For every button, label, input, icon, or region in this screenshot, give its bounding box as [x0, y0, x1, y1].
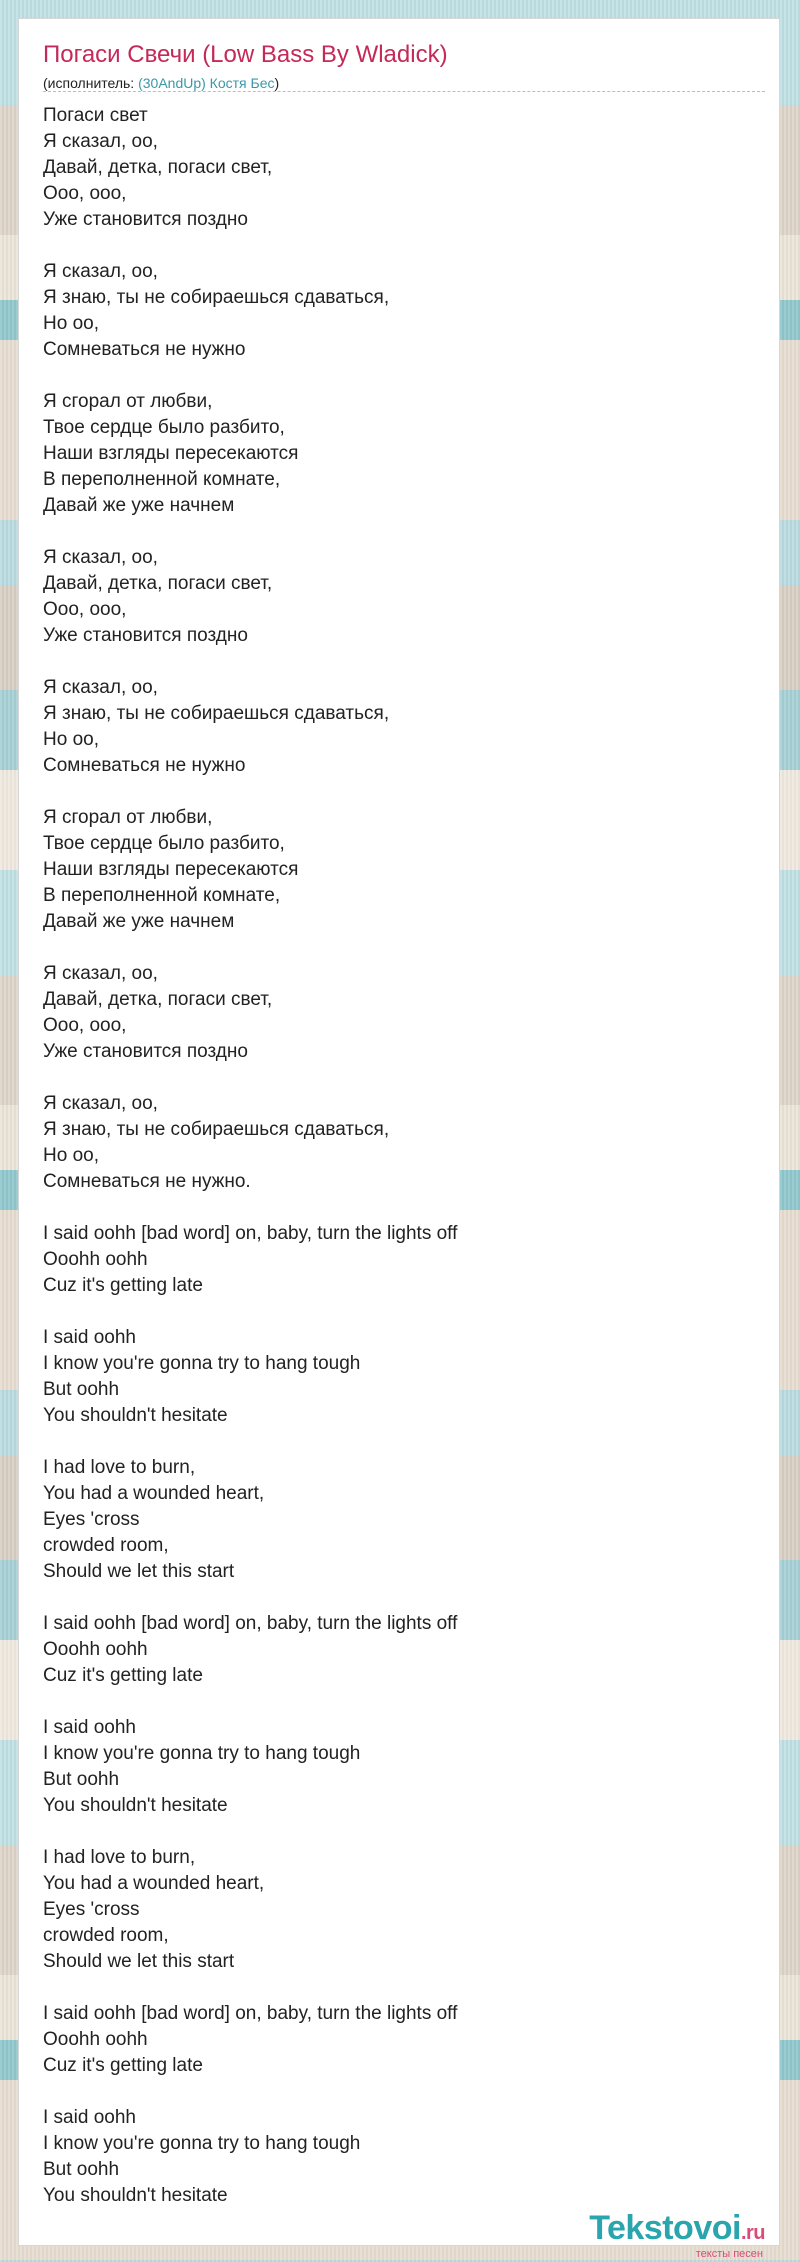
lyric-line: Ооо, ооо, — [43, 1015, 127, 1036]
lyric-line: I had love to burn, — [43, 1457, 196, 1478]
lyric-line: Но оо, — [43, 729, 99, 750]
lyric-line: But oohh — [43, 1769, 120, 1790]
lyric-line: Ooohh oohh — [43, 1249, 148, 1270]
lyric-line: Я знаю, ты не собираешься сдаваться, — [43, 287, 390, 308]
lyric-line: You shouldn't hesitate — [43, 1405, 228, 1426]
lyric-line: Я сказал, оо, — [43, 963, 158, 984]
lyric-line: Но оо, — [43, 313, 99, 334]
stanza-break — [43, 649, 457, 675]
lyric-line: В переполненной комнате, — [43, 469, 281, 490]
lyric-line: You had a wounded heart, — [43, 1483, 265, 1504]
lyric-line: I said oohh [bad word] on, baby, turn the lights off — [43, 2003, 458, 2024]
stanza-break — [43, 1585, 457, 1611]
lyric-line: Cuz it's getting late — [43, 2055, 203, 2076]
lyric-line: Ooohh oohh — [43, 2029, 148, 2050]
lyric-line: Сомневаться не нужно. — [43, 1171, 251, 1192]
lyric-line: Cuz it's getting late — [43, 1275, 203, 1296]
lyric-line: Я сказал, оо, — [43, 547, 158, 568]
logo-tld: .ru — [740, 2222, 765, 2244]
lyric-line: crowded room, — [43, 1925, 169, 1946]
lyric-line: Я сказал, оо, — [43, 677, 158, 698]
lyric-line: Давай, детка, погаси свет, — [43, 157, 273, 178]
stanza-break — [43, 519, 457, 545]
header-divider — [43, 91, 765, 92]
lyric-line: Eyes 'cross — [43, 1509, 140, 1530]
lyric-line: I had love to burn, — [43, 1847, 196, 1868]
lyric-line: I know you're gonna try to hang tough — [43, 1353, 361, 1374]
lyric-line: I said oohh — [43, 1717, 136, 1738]
lyric-line: I said oohh [bad word] on, baby, turn the lights off — [43, 1613, 458, 1634]
stanza-break — [43, 233, 457, 259]
lyric-line: Давай же уже начнем — [43, 911, 235, 932]
lyric-line: Погаси свет — [43, 105, 148, 126]
logo-subtitle: тексты песен — [695, 2248, 763, 2260]
lyric-line: Но оо, — [43, 1145, 99, 1166]
lyric-line: Я сгорал от любви, — [43, 807, 213, 828]
lyric-line: Я сказал, оо, — [43, 131, 158, 152]
stanza-break — [43, 779, 457, 805]
lyric-line: Я сказал, оо, — [43, 261, 158, 282]
lyric-line: Давай же уже начнем — [43, 495, 235, 516]
lyric-line: I know you're gonna try to hang tough — [43, 1743, 361, 1764]
lyric-line: Я знаю, ты не собираешься сдаваться, — [43, 703, 390, 724]
lyric-line: I know you're gonna try to hang tough — [43, 2133, 361, 2154]
lyric-line: Сомневаться не нужно — [43, 755, 246, 776]
lyric-line: Давай, детка, погаси свет, — [43, 573, 273, 594]
lyric-line: Я сказал, оо, — [43, 1093, 158, 1114]
stanza-break — [43, 1975, 457, 2001]
lyrics-text — [43, 103, 457, 2209]
lyric-line: You shouldn't hesitate — [43, 1795, 228, 1816]
song-title: Погаси Свечи (Low Bass By Wladick) — [43, 41, 448, 68]
lyrics-card — [18, 18, 780, 2260]
lyric-line: Уже становится поздно — [43, 209, 248, 230]
lyric-line: Я сгорал от любви, — [43, 391, 213, 412]
stanza-break — [43, 1065, 457, 1091]
lyric-line: Наши взгляды пересекаются — [43, 443, 299, 464]
lyric-line: Ооо, ооо, — [43, 183, 127, 204]
lyric-line: But oohh — [43, 1379, 120, 1400]
lyric-line: You had a wounded heart, — [43, 1873, 265, 1894]
lyric-line: I said oohh — [43, 2107, 136, 2128]
artist-prefix: (исполнитель: — [43, 75, 139, 91]
lyric-line: Ooohh oohh — [43, 1639, 148, 1660]
artist-link[interactable]: (30AndUp) Костя Бес — [138, 75, 275, 91]
lyric-line: crowded room, — [43, 1535, 169, 1556]
stanza-break — [43, 935, 457, 961]
logo-wordmark — [589, 2211, 765, 2250]
site-logo[interactable] — [589, 2211, 765, 2260]
lyric-line: Eyes 'cross — [43, 1899, 140, 1920]
lyric-line: I said oohh [bad word] on, baby, turn the lights off — [43, 1223, 458, 1244]
stanza-break — [43, 2079, 457, 2105]
lyric-line: Уже становится поздно — [43, 1041, 248, 1062]
lyric-line: I said oohh — [43, 1327, 136, 1348]
stanza-break — [43, 1689, 457, 1715]
lyric-line: Cuz it's getting late — [43, 1665, 203, 1686]
lyric-line: Твое сердце было разбито, — [43, 833, 285, 854]
lyric-line: Should we let this start — [43, 1951, 235, 1972]
stanza-break — [43, 1299, 457, 1325]
stanza-break — [43, 1195, 457, 1221]
lyric-line: В переполненной комнате, — [43, 885, 281, 906]
lyric-line: Наши взгляды пересекаются — [43, 859, 299, 880]
stanza-break — [43, 363, 457, 389]
stanza-break — [43, 1429, 457, 1455]
lyric-line: Should we let this start — [43, 1561, 235, 1582]
artist-suffix: ) — [274, 75, 280, 91]
lyric-line: Давай, детка, погаси свет, — [43, 989, 273, 1010]
logo-name: Tekstovoi — [589, 2209, 741, 2247]
lyric-line: Твое сердце было разбито, — [43, 417, 285, 438]
stanza-break — [43, 1819, 457, 1845]
lyric-line: You shouldn't hesitate — [43, 2185, 228, 2206]
lyric-line: Я знаю, ты не собираешься сдаваться, — [43, 1119, 390, 1140]
artist-line — [43, 75, 279, 91]
lyric-line: Ооо, ооо, — [43, 599, 127, 620]
lyric-line: But oohh — [43, 2159, 120, 2180]
lyric-line: Сомневаться не нужно — [43, 339, 246, 360]
lyric-line: Уже становится поздно — [43, 625, 248, 646]
